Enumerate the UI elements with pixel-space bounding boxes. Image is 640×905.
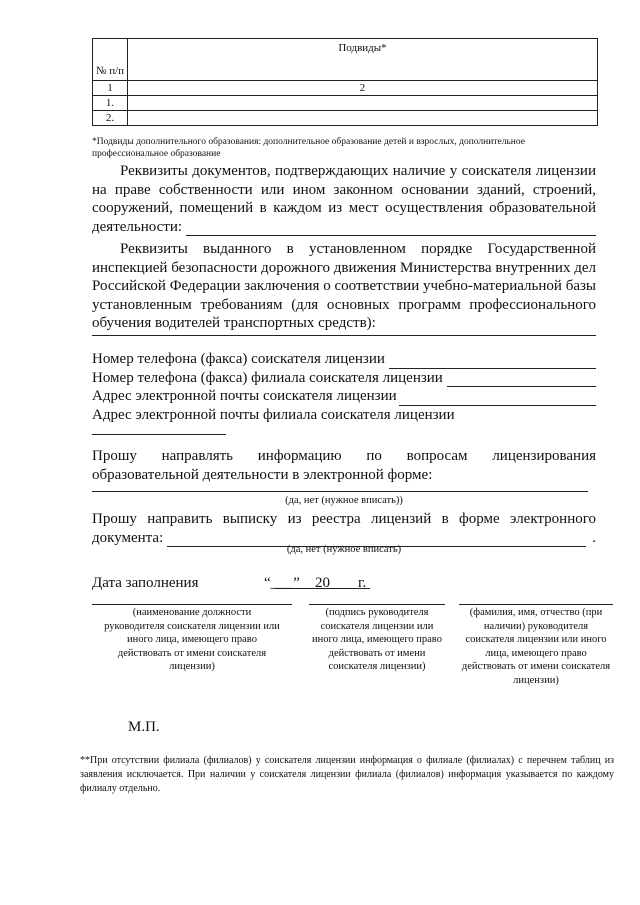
signature-line[interactable]: [309, 604, 445, 605]
phone-field[interactable]: [389, 354, 596, 369]
row-value[interactable]: [128, 111, 598, 126]
contacts-block: [92, 350, 596, 424]
row-num: 2.: [93, 111, 128, 126]
email-branch-label: Адрес электронной почты филиала соискателя лицензии: [92, 406, 455, 423]
electronic-info-field[interactable]: [92, 491, 588, 492]
fill-date: [92, 574, 596, 594]
row-num: 1: [93, 81, 128, 96]
email-branch-field[interactable]: [92, 434, 226, 435]
table-row: [93, 96, 598, 111]
date-label: Дата заполнения: [92, 575, 199, 591]
email-field[interactable]: [399, 391, 596, 406]
row-value: 2: [128, 81, 598, 96]
signature-caption: (подпись руководителя соискателя лицензии или иного лица, имеющего право действовать от имени соискателя лицензии): [312, 607, 442, 672]
gibdd-field[interactable]: [92, 335, 596, 336]
table-row: [93, 111, 598, 126]
position-signature-line[interactable]: [92, 604, 292, 605]
registry-extract-hint: (да, нет (нужное вписать): [286, 544, 402, 555]
row-num: 1.: [93, 96, 128, 111]
footnote-branches: **При отсутствии филиала (филиалов) у соискателя лицензии информация о филиале (филиалах) с перечнем таблиц из заявления исключается. При наличии у соискателя лицензии филиала (филиалов) информация указывается по каждому филиалу отдельно.: [80, 755, 614, 794]
fullname-caption: (фамилия, имя, отчество (при наличии) руководителя соискателя лицензии или иного лица, имеющего право действовать от имени соискателя лицензии): [461, 607, 611, 686]
phone-label: Номер телефона (факса) соискателя лицензии: [92, 351, 385, 367]
stamp-place: М.П.: [128, 719, 160, 735]
header-num: № п/п: [93, 39, 128, 81]
email-label: Адрес электронной почты соискателя лицензии: [92, 388, 397, 404]
header-subtypes: Подвиды*: [128, 39, 598, 81]
electronic-info-hint: (да, нет (нужное вписать)): [285, 495, 403, 506]
premises-field[interactable]: [186, 221, 596, 236]
phone-branch-label: Номер телефона (факса) филиала соискателя лицензии: [92, 369, 443, 386]
phone-branch-field[interactable]: [447, 372, 596, 387]
date-day-field[interactable]: “___”: [264, 575, 300, 591]
table-row: [93, 81, 598, 96]
date-year-suffix: г.: [358, 575, 367, 591]
registry-extract-request: Прошу направить выписку из реестра лицензий в форме электронного документа: .: [92, 511, 596, 546]
electronic-info-request: Прошу направлять информацию по вопросам лицензирования образовательной деятельности в электронной форме:: [92, 448, 596, 483]
date-year-field[interactable]: [333, 588, 355, 589]
position-caption: (наименование должности руководителя соискателя лицензии или иного лица, имеющего право действовать от имени соискателя лицензии): [104, 607, 280, 672]
footnote-subtypes: *Подвиды дополнительного образования: дополнительное образование детей и взрослых, дополнительное профессиональное образование: [92, 137, 525, 159]
gibdd-paragraph: Реквизиты выданного в установленном порядке Государственной инспекцией безопасности дорожного движения Министерства внутренних дел Российской Федерации заключения о соответствии учебно-материальной базы установленным требованиям (для основных программ профессионального обучения водителей транспортных средств):: [92, 241, 596, 331]
row-value[interactable]: [128, 96, 598, 111]
premises-paragraph: Реквизиты документов, подтверждающих наличие у соискателя лицензии на праве собственности или ином законном основании зданий, строений, сооружений, помещений в каждом из мест осуществления образовательной деятельности:: [92, 163, 596, 235]
fullname-signature-line[interactable]: [459, 604, 613, 605]
date-year-prefix: 20: [315, 575, 330, 591]
subtypes-table: [92, 38, 598, 126]
table-header-row: [93, 39, 598, 81]
